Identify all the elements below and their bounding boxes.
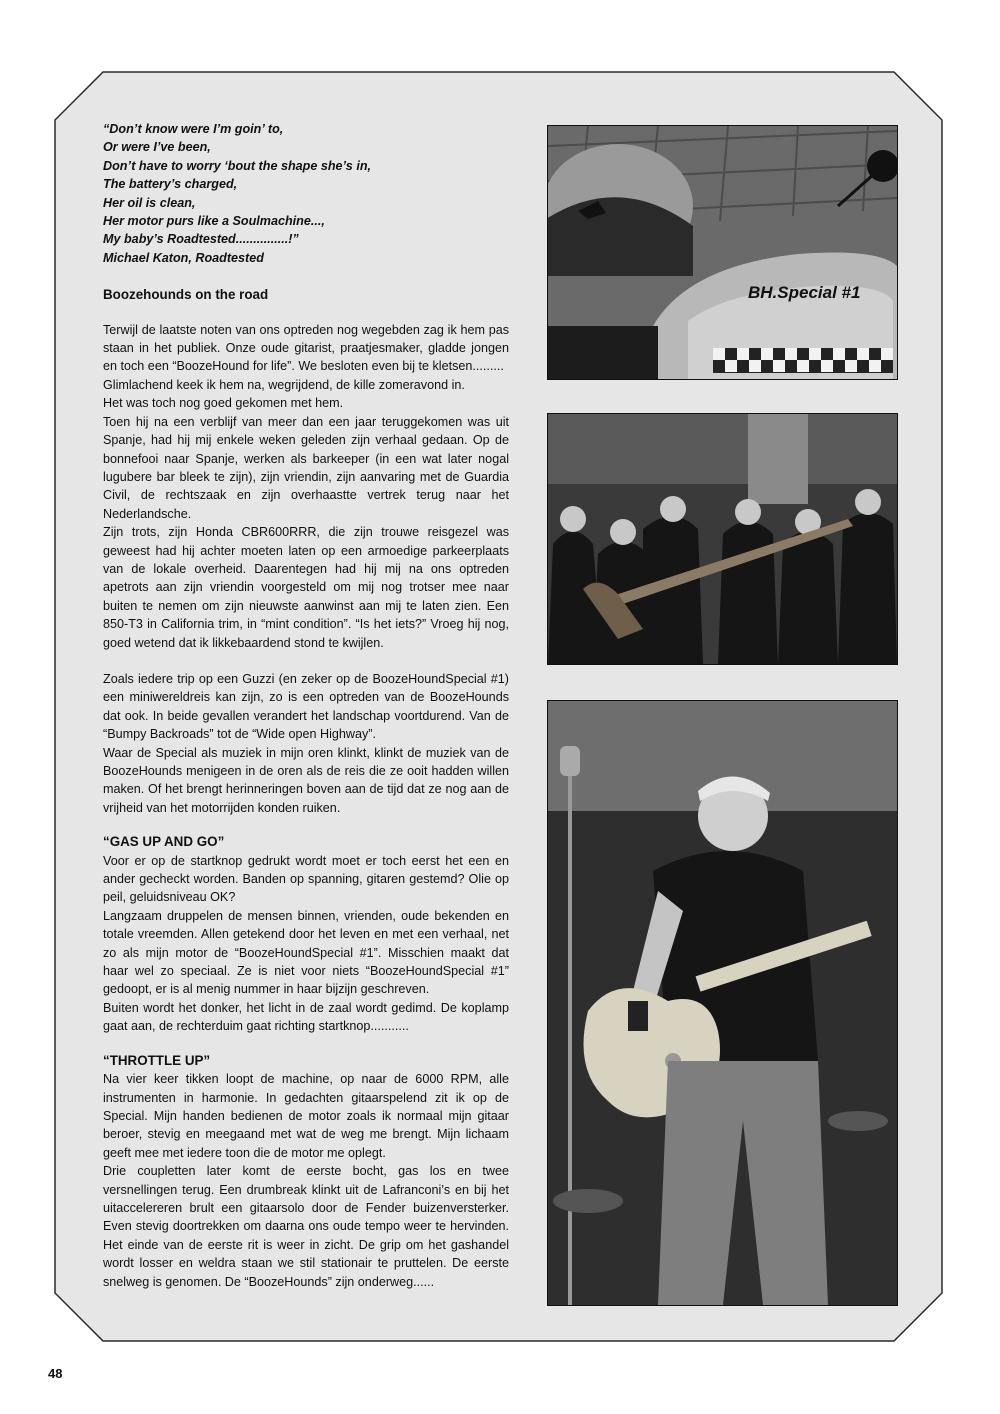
guitarist-photo (547, 700, 898, 1306)
paragraph: Langzaam druppelen de mensen binnen, vrienden, oude bekenden en totale vreemden. Allen getekend door het leven en met een verhaal, net zo als mijn motor de “BoozeHoundSpecial #1”. Misschien maakt dat haar wel zo speciaal. Ze is niet voor niets “BoozeHoundSpecial #1” gedoopt, er is al menig nummer in haar bijzijn geschreven. (103, 908, 509, 997)
article-text (103, 120, 509, 1291)
paragraph: Zijn trots, zijn Honda CBR600RRR, die zijn trouwe reisgezel was geweest had hij achter moeten laten op een armoedige parkeerplaats van de lokale overheid. Daarentegen had hij mij na ons optreden apetrots aan zijn vriendin voorgesteld om mij nog trotser mee naar buiten te nemen om zijn nieuwste aanwinst aan mij te laten zien. Een 850-T3 in California trim, in “mint condition”. “Is het iets?” Vroeg hij nog, goed wetend dat ik likkebaardend stond te kwijlen. (103, 525, 509, 650)
quote-attribution: Michael Katon, Roadtested (103, 250, 264, 265)
quote-line: “Don’t know were I’m goin’ to, (103, 122, 284, 136)
quote-line: Her oil is clean, (103, 195, 196, 210)
quote-line: Or were I’ve been, (103, 140, 211, 155)
paragraph: Glimlachend keek ik hem na, wegrijdend, de kille zomeravond in. (103, 377, 465, 392)
paragraph: Voor er op de startknop gedrukt wordt moet er toch eerst het een en ander gecheckt worden. Banden op spanning, gitaren gestemd? Olie op peil, geluidsniveau OK? (103, 853, 509, 905)
section-heading: “THROTTLE UP” (103, 1052, 211, 1068)
song-quote (103, 120, 509, 267)
paragraph: Na vier keer tikken loopt de machine, op naar de 6000 RPM, alle instrumenten in harmonie. In gedachten gitaarspelend zit ik op de Special. Mijn handen bedienen de motor zoals ik normaal mijn gitaar beroer, stevig en meegaand met wat de weg me brengt. Mijn lichaam geeft mee met iedere toon die de motor me oplegt. (103, 1072, 509, 1160)
section-heading: Boozehounds on the road (103, 287, 269, 303)
paragraph: Toen hij na een verblijf van meer dan een jaar teruggekomen was uit Spanje, had hij mij enkele weken geleden zijn verhaal gedaan. Op de bonnefooi naar Spanje, werken als barkeeper (in een wat later nogal lugubere bar bleek te zijn), zijn vriendin, zijn aanvaring met de Guardia Civil, de rechtszaak en zijn overhaastte vertrek terug naar het Nederlandsche. (103, 414, 509, 521)
motorcycle-photo (547, 125, 898, 380)
section-heading: “GAS UP AND GO” (103, 834, 225, 850)
paragraph: Terwijl de laatste noten van ons optreden nog wegebden zag ik hem pas staan in het publiek. Onze oude gitarist, praatjesmaker, gladde jongen en toch een “BoozeHound for life”. We besloten even bij te kletsen......... (103, 322, 509, 374)
paragraph-spacer (103, 652, 509, 670)
quote-line: My baby’s Roadtested...............!” (103, 232, 299, 247)
tank-label: BH.Special #1 (748, 283, 861, 302)
paragraph: Zoals iedere trip op een Guzzi (en zeker op de BoozeHoundSpecial #1) een miniwereldreis kan zijn, zo is een optreden van de BoozeHounds dat ook. In beide gevallen verandert het landschap voortdurend. Van de “Bumpy Backroads” tot de “Wide open Highway”. (103, 671, 509, 742)
paragraph: Het was toch nog goed gekomen met hem. (103, 396, 344, 411)
quote-line: Her motor purs like a Soulmachine..., (103, 214, 325, 229)
paragraph: Drie coupletten later komt de eerste bocht, gas los en twee versnellingen terug. Een drumbreak klinkt uit de Lafranconi’s en bij het uitaccelereren brult een gitaarsolo door de Fender buizenversterker. Even stevig doortrekken om daarna ons oude tempo weer te hervinden. Het einde van de eerste rit is weer in zicht. De grip om het gashandel wordt losser en weldra staan we stil stationair te pruttelen. De eerste snelweg is genomen. De “BoozeHounds” zijn onderweg...... (103, 1164, 509, 1289)
page-number: 48 (48, 1366, 63, 1381)
paragraph: Buiten wordt het donker, het licht in de zaal wordt gedimd. De koplamp gaat aan, de rechterduim gaat richting startknop........... (103, 1000, 509, 1034)
quote-line: The battery’s charged, (103, 177, 238, 192)
quote-line: Don’t have to worry ‘bout the shape she’s in, (103, 158, 372, 173)
band-group-photo (547, 413, 898, 665)
paragraph: Waar de Special als muziek in mijn oren klinkt, klinkt de muziek van de BoozeHounds menigeen in de oren als de reis die ze ooit hadden willen maken. Of het brengt herinneringen boven aan de tijd dat ze nog aan de vrijheid van het motorrijden konden ruiken. (103, 745, 509, 815)
